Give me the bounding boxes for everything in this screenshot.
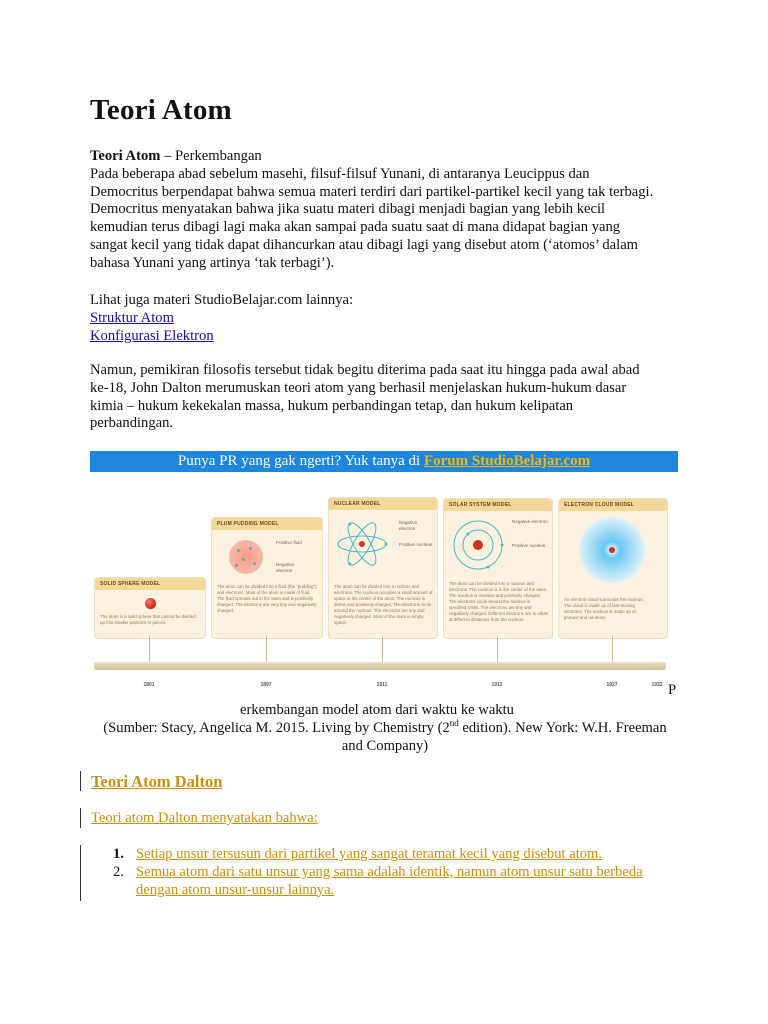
card-desc: The atom can be divided into a nucleus and electrons. The nucleus is in the center of the atom. The nucleus is massive and positively charged. The electrons circle around the nucleus in specified orbits. The electrons are tiny and negatively charged. Different electrons are in orbits at different distances from the nucleus. bbox=[449, 581, 549, 622]
year-label: 1932 bbox=[651, 682, 663, 688]
see-also bbox=[90, 292, 680, 345]
para-line: perbandingan. bbox=[90, 415, 174, 432]
card-solid-sphere bbox=[94, 577, 206, 639]
caption-superscript: nd bbox=[449, 717, 459, 728]
postulate-link[interactable]: Setiap unsur tersusun dari partikel yang sangat teramat kecil yang disebut atom. bbox=[136, 846, 603, 862]
card-plum-pudding bbox=[211, 517, 323, 639]
para-line: ke-18, John Dalton merumuskan teori atom yang berhasil menjelaskan hukum-hukum dasar bbox=[90, 379, 627, 396]
intro-subtitle: – Perkembangan bbox=[160, 148, 262, 164]
year-label: 1801 bbox=[143, 682, 155, 688]
list-number: 2. bbox=[113, 863, 124, 880]
atom-models-figure bbox=[90, 490, 676, 695]
card-solar-system bbox=[443, 498, 553, 639]
year-label: 1897 bbox=[260, 682, 272, 688]
tag-positive-fluid: Positive fluid bbox=[276, 540, 302, 545]
intro-line: bahasa Yunani yang artinya ‘tak terbagi’). bbox=[90, 254, 335, 271]
timeline-tick bbox=[266, 636, 267, 662]
card-header: SOLID SPHERE MODEL bbox=[95, 578, 205, 590]
card-desc: The atom is a solid sphere that cannot be divided up into smaller particles or pieces. bbox=[100, 614, 196, 625]
figure-caption bbox=[90, 702, 680, 755]
tag-negative-electron: Negative electron bbox=[399, 520, 418, 531]
year-label: 1913 bbox=[491, 682, 503, 688]
plum-pudding-atom-icon bbox=[229, 540, 263, 574]
intro-line: Democritus menyatakan bahwa jika suatu materi dibagi menjadi bagian yang lebih kecil bbox=[90, 201, 606, 218]
link-struktur-atom[interactable]: Struktur Atom bbox=[90, 309, 174, 326]
quote-bar bbox=[80, 845, 81, 901]
card-header: ELECTRON CLOUD MODEL bbox=[559, 499, 667, 511]
page-title: Teori Atom bbox=[90, 94, 232, 126]
caption-line: and Company) bbox=[341, 737, 429, 754]
dalton-postulates-list bbox=[91, 846, 681, 899]
intro-line: Pada beberapa abad sebelum masehi, filsuf-filsuf Yunani, di antaranya Leucippus dan bbox=[90, 165, 590, 182]
timeline-tick bbox=[612, 636, 613, 662]
timeline-bar bbox=[94, 662, 666, 670]
list-item bbox=[91, 846, 681, 864]
nuclear-atom-icon bbox=[334, 516, 390, 572]
solar-system-atom-icon bbox=[450, 517, 506, 573]
card-desc: The atom can be divided into a nucleus and electrons. The nucleus occupies a small amount of space in the center of the atom. The nucleus is dense and positively charged. The electrons circle around the nucleus. The electrons are tiny and negatively charged. Most of the atom is empty space. bbox=[334, 584, 433, 625]
caption-source-pre: (Sumber: Stacy, Angelica M. 2015. Living by Chemistry (2 bbox=[103, 719, 450, 736]
list-number: 1. bbox=[113, 846, 124, 862]
card-nuclear bbox=[328, 497, 438, 639]
link-konfigurasi-elektron[interactable]: Konfigurasi Elektron bbox=[90, 327, 214, 344]
electron-cloud-icon bbox=[579, 517, 645, 583]
see-also-label: Lihat juga materi StudioBelajar.com lainnya: bbox=[90, 292, 354, 308]
tag-negative-electron: Negative electron bbox=[276, 562, 295, 573]
tag-positive-nucleus: Positive nucleus bbox=[399, 542, 433, 547]
section-heading-dalton[interactable]: Teori Atom Dalton bbox=[91, 772, 223, 791]
intro-bold-term: Teori Atom bbox=[90, 148, 161, 164]
card-electron-cloud bbox=[558, 498, 668, 639]
quote-bar bbox=[80, 771, 81, 791]
intro-line: kemudian terus dibagi lagi maka akan sampai pada suatu saat di mana didapat bagian yang bbox=[90, 219, 621, 236]
card-desc: The atom can be divided into a fluid (the "pudding") and electrons. Most of the atom is made of fluid. The fluid spreads out in the atom and is positively charged. The electrons are very tiny and negatively charged. bbox=[217, 584, 317, 613]
timeline-tick bbox=[149, 636, 150, 662]
figure-caption-initial: P bbox=[668, 682, 677, 698]
timeline-tick bbox=[497, 636, 498, 662]
year-label: 1927 bbox=[606, 682, 618, 688]
caption-source-post: edition). New York: W.H. Freeman bbox=[458, 719, 667, 736]
forum-link[interactable]: Forum StudioBelajar.com bbox=[423, 453, 591, 469]
intro-line: sangat kecil yang tidak dapat dihancurkan atau dibagi lagi yang disebut atom (‘atomos’ dalam bbox=[90, 236, 639, 253]
caption-source bbox=[103, 717, 667, 736]
forum-banner bbox=[90, 451, 678, 472]
para-line: Namun, pemikiran filosofis tersebut tidak begitu diterima pada saat itu hingga pada awal abad bbox=[90, 362, 640, 378]
timeline-tick bbox=[382, 636, 383, 662]
card-desc: An electron cloud surrounds the nucleus. The cloud is made up of fast-moving electrons. The nucleus is made up of protons and neutrons. bbox=[564, 597, 644, 620]
tag-negative-electron: Negative electron bbox=[512, 519, 548, 524]
postulate-link[interactable]: Semua atom dari satu unsur yang sama adalah identik, namun atom unsur satu berbeda bbox=[136, 863, 643, 880]
card-header: PLUM PUDDING MODEL bbox=[212, 518, 322, 530]
quote-bar bbox=[80, 808, 81, 828]
tag-positive-nucleus: Positive nucleus bbox=[512, 543, 546, 548]
postulate-link[interactable]: dengan atom unsur-unsur lainnya. bbox=[136, 881, 335, 898]
list-item bbox=[91, 864, 681, 900]
section-intro-link[interactable]: Teori atom Dalton menyatakan bahwa: bbox=[91, 810, 318, 826]
intro-paragraph bbox=[90, 148, 680, 273]
card-header: NUCLEAR MODEL bbox=[329, 498, 437, 510]
intro-line: Democritus berpendapat bahwa semua materi terdiri dari partikel-partikel kecil yang tak terbagi. bbox=[90, 183, 654, 200]
para-line: kimia – hukum kekekalan massa, hukum perbandingan tetap, dan hukum kelipatan bbox=[90, 397, 574, 414]
year-label: 1911 bbox=[376, 682, 388, 688]
banner-text: Punya PR yang gak ngerti? Yuk tanya di bbox=[177, 453, 424, 469]
caption-line: erkembangan model atom dari waktu ke waktu bbox=[240, 702, 514, 718]
card-header: SOLAR SYSTEM MODEL bbox=[444, 499, 552, 511]
dalton-intro-paragraph bbox=[90, 362, 680, 433]
sphere-icon bbox=[145, 598, 156, 609]
